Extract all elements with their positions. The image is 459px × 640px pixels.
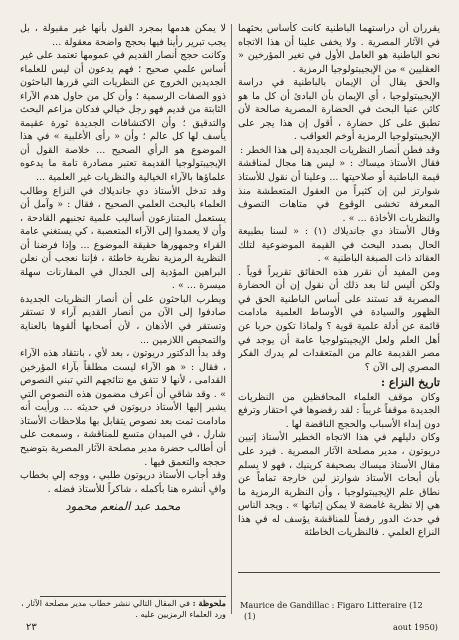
paragraph: وقد بدأ الدكتور دريوتون ، بعد لأي ، بانتقاد هذه الآراء ، فقال : « هو الآراء ليست مطلقاً بآراء المؤرخين القدامى ، لأنها لا تتفق مع نتائجهم التي تبني النصوص » . وقد شاقي أن أعرف مضمون هذه النصوص التي يشير إليها الأستاذ دريوتون في حديثه ... ورأيت أنه مادامت ثمت بعد نصوص يتقابل بها ملاحظات الأستاذ شارل ، في الميدان متسع للمناقشة ، وسمعت على أن أطالب حضرة مدير مصلحة الآثار المصرية بتوضيح حججه والتعمق فيها . (20, 348, 226, 468)
paragraph: ويطرب الباحثون على أن أنصار النظريات الجديدة صادفوا إلى الآن من أنصار القديم آراء لا تستقر وتستقر في الأذهان ، لأن أصحابها ألقوها بالعناية والتمحيص اللازمين ... (20, 293, 226, 346)
author-signature: محمد عبد المنعم محمود (65, 499, 181, 514)
paragraph: ومن المفيد أن نقرر هذه الحقائق تقريراً قوياً . ولكن أليس لنا بعد ذلك أن نقول إن أن الحضارة المصرية قد تستند على أساس الباطنية الحق في الظهور والسيادة في الأوساط العلمية مادامت قائمة عن أدلة علمية قوية ؟ ولماذا تكون حربا عن أهل العلم ولعل الإيجيبتولوجيا عامة أن يوجد في مصر القديمة عالم من المتعقدات لم يدرك الفكر المصري إلى الآن ؟ (238, 266, 440, 373)
paragraph: وقد أجاب الأستاذ دريوتون طلبي ، ووجه إلي بخطاب وافٍ أنشره هنا بأكمله ، شاكراً للأستاذ فضله . (20, 470, 226, 495)
citation-text: Maurice de Gandillac : Figaro Litteraire (12 (240, 600, 423, 610)
paragraph: وقال الأستاذ دي جانديلاك (١) : « لسنا بطبيعة الحال بصدد البحث في القيمة الموضوعية لتلك العقائد ذات الصبغة الباطنية » . (238, 226, 440, 265)
citation-date: aout 1950) (392, 622, 438, 632)
right-column (238, 22, 440, 612)
footnote-rule (40, 596, 226, 597)
paragraph: وقد فطن أنصار النظريات الجديدة إلى هذا الخطر : (240, 144, 440, 156)
footnote-citation (240, 600, 438, 633)
page-number: ٢٣ (26, 622, 37, 633)
column-divider (231, 24, 232, 614)
paragraph: لا يمكن هدمها بمجرد القول بأنها غير مقبولة ، بل يجب تبرير رأينا فيها بحجج واضحة معقولة ... (20, 23, 226, 48)
paragraph: وقد تدخل الأستاذ دي جانديلاك في النزاع وطالب العلماء بالبحث العلمي الصحيح ، فقال : « وآمل أن يستعمل المتنازعون أساليب علمية تجنبهم القادحة ، وأن لا يعمدوا إلى الآراء المتعصبة ، كي يستغني عامة القراء وجمهورها حقيقة الموضوع ... وإذا فرضنا أن النظرية الرمزية نظرية خاطئة ، فإننا نعجب أن نعلن البراهين المؤدية إلى الجدال في المقارنات سهلة ميسرة ... » . (20, 185, 226, 292)
paragraph: وكان دليلهم في هذا الاتجاه الخطير الأستاذ إتيين دريوتون ، مدير مصلحة الآثار المصرية . فيرد على مقال الأستاذ ميساك بصحيفة كرينيك ، فهو لا يسلم بأن أبحاث الأستاذ شوارتز لبن خارجة تماماً عن نطاق علم الإيجيبتولوجيا ، وأن النظرية الرمزية ما هي إلا نظرية غامضة لا يمكن إثباتها » . ويجد الناس في حدث الدور رفضاً للمناقشة يؤسف له في هذا النزاع العلمي . فالنظريات الخاطئة (238, 432, 440, 539)
paragraph: وكان موقف العلماء المحافظين من النظريات الجديدة موقفاً غريباً : لقد رفضوها في احتقار وترفع دون إبداء الأسباب والحجج الناقضة لها . (238, 391, 440, 430)
paragraph: يقرران أن دراستهما الباطنية كانت كأساس بحثهما في الآثار المصرية . ولا يخفى علينا أن هذا الاتجاه نحو الباطنية هو العامل الأول في تغير المؤرخين « العقليين » من الإيجيبتولوجيا الرمزية . (238, 23, 440, 75)
paragraph: فقال الأستاذ ميساك : « ليس هنا مجال لمناقشة قيمة الباطنية أو صلاحيتها ... وعلينا أن نقول للأستاذ شوارتز لبن إن كثيراً من العقول المتعطشة منذ المعرفة تخشى الوقوع في متاهات التصوف والنظريات الأخاذة ... » . (238, 158, 440, 224)
footnote-number: (1) (244, 611, 256, 621)
note-text: في المقال التالي ننشر خطاب مدير مصلحة الآثار ، ورد العلماء الرمزيين عليه . (21, 598, 226, 619)
paragraph: والحق يقال أن الإيمان بالباطنية في دراسة الإيجيبتولوجيا ، أي الإيمان بأن البادئ أن كل ما هو كائن عنيا البحث في الحضارة المصرية صالحة لأن تطبق على كل حضارة ، أقول إن هذا يجر على الإيجيبتولوجيا الرمزية أوخم العواقب . (238, 77, 440, 143)
paragraph: وكانت حجج أنصار القديم في عمومها تعتمد على غير أساس علمي صحيح ؛ فهم يدعون أن ليس للعلماء الجديدين الخروج عن النظريات التي قررها الباحثون ذوو الصفات الرسمية ؛ وأن كل من حاول هدم الآراء الثابتة من قديم فهو رجل خيالي فدكان مزاعم البحث والتدقيق ؛ وأن الاكتشافات الجديدة ثورة عقيمة يأسف لها كل عالم ؛ وأن « رأى الأغلبية » في هذا الموضوع هو الرأي الصحيح ... خلاصة القول أن الإيجيبتولوجيا القديمة تعتبر مصادرة تامة ما يدعوه علماؤها بالآراء الخيالية والنظريات غير العلمية ... (20, 50, 226, 184)
note-label: ملحوظة : (192, 598, 226, 608)
footnote-rule (238, 572, 440, 573)
section-heading: تاريخ النزاع : (380, 376, 440, 390)
editor-note (20, 598, 226, 620)
left-column (20, 22, 226, 592)
